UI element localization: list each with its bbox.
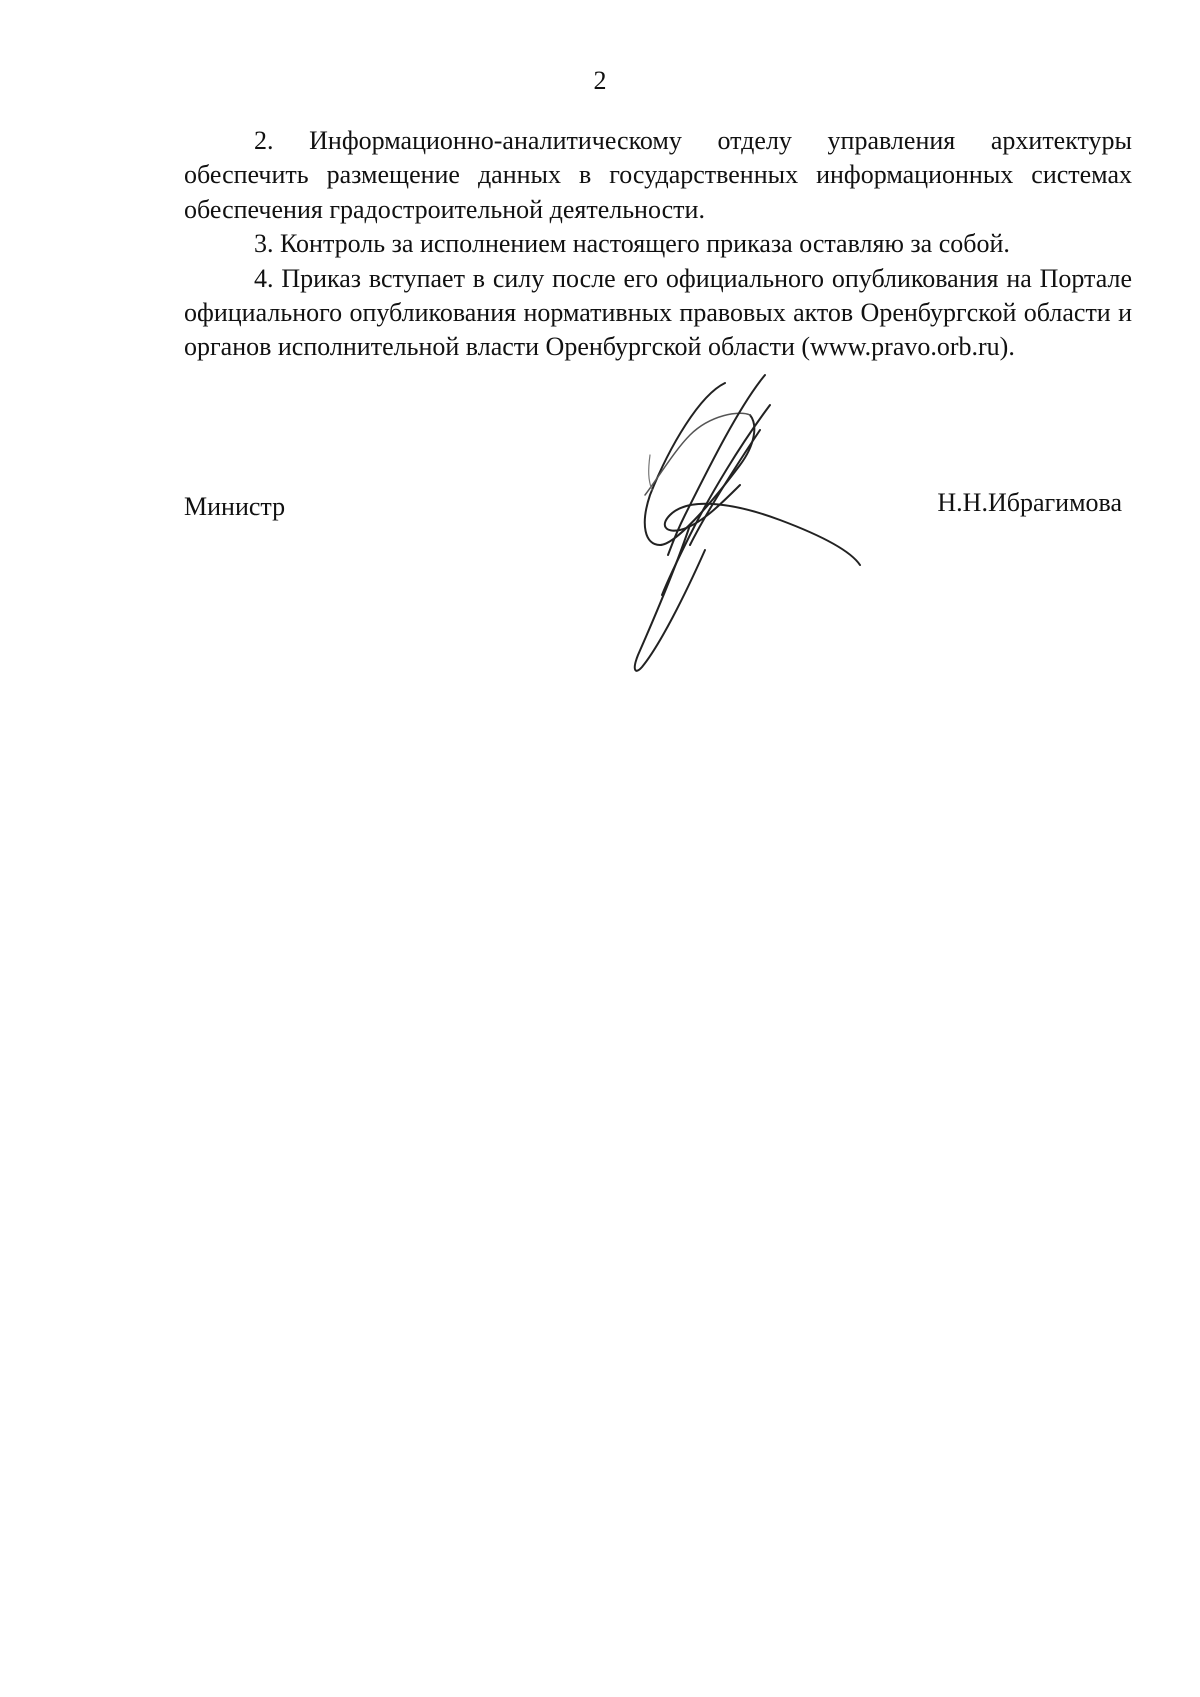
signer-position: Министр bbox=[184, 492, 286, 521]
page-number: 2 bbox=[593, 66, 607, 95]
handwritten-signature bbox=[590, 355, 870, 685]
paragraph-2: 2. Информационно-аналитическому отделу управления архитектуры обеспечить размещение данных в государственных информационных системах обеспечения градостроительной деятельности. bbox=[184, 126, 1132, 224]
document-body bbox=[184, 124, 1132, 365]
paragraph-3: 3. Контроль за исполнением настоящего приказа оставляю за собой. bbox=[254, 229, 1010, 259]
paragraph-4: 4. Приказ вступает в силу после его официального опубликования на Портале официального опубликования нормативных правовых актов Оренбургской области и органов исполнительной власти Оренбургской области (www.pravo.orb.ru). bbox=[184, 263, 1132, 362]
signer-name: Н.Н.Ибрагимова bbox=[937, 488, 1122, 517]
